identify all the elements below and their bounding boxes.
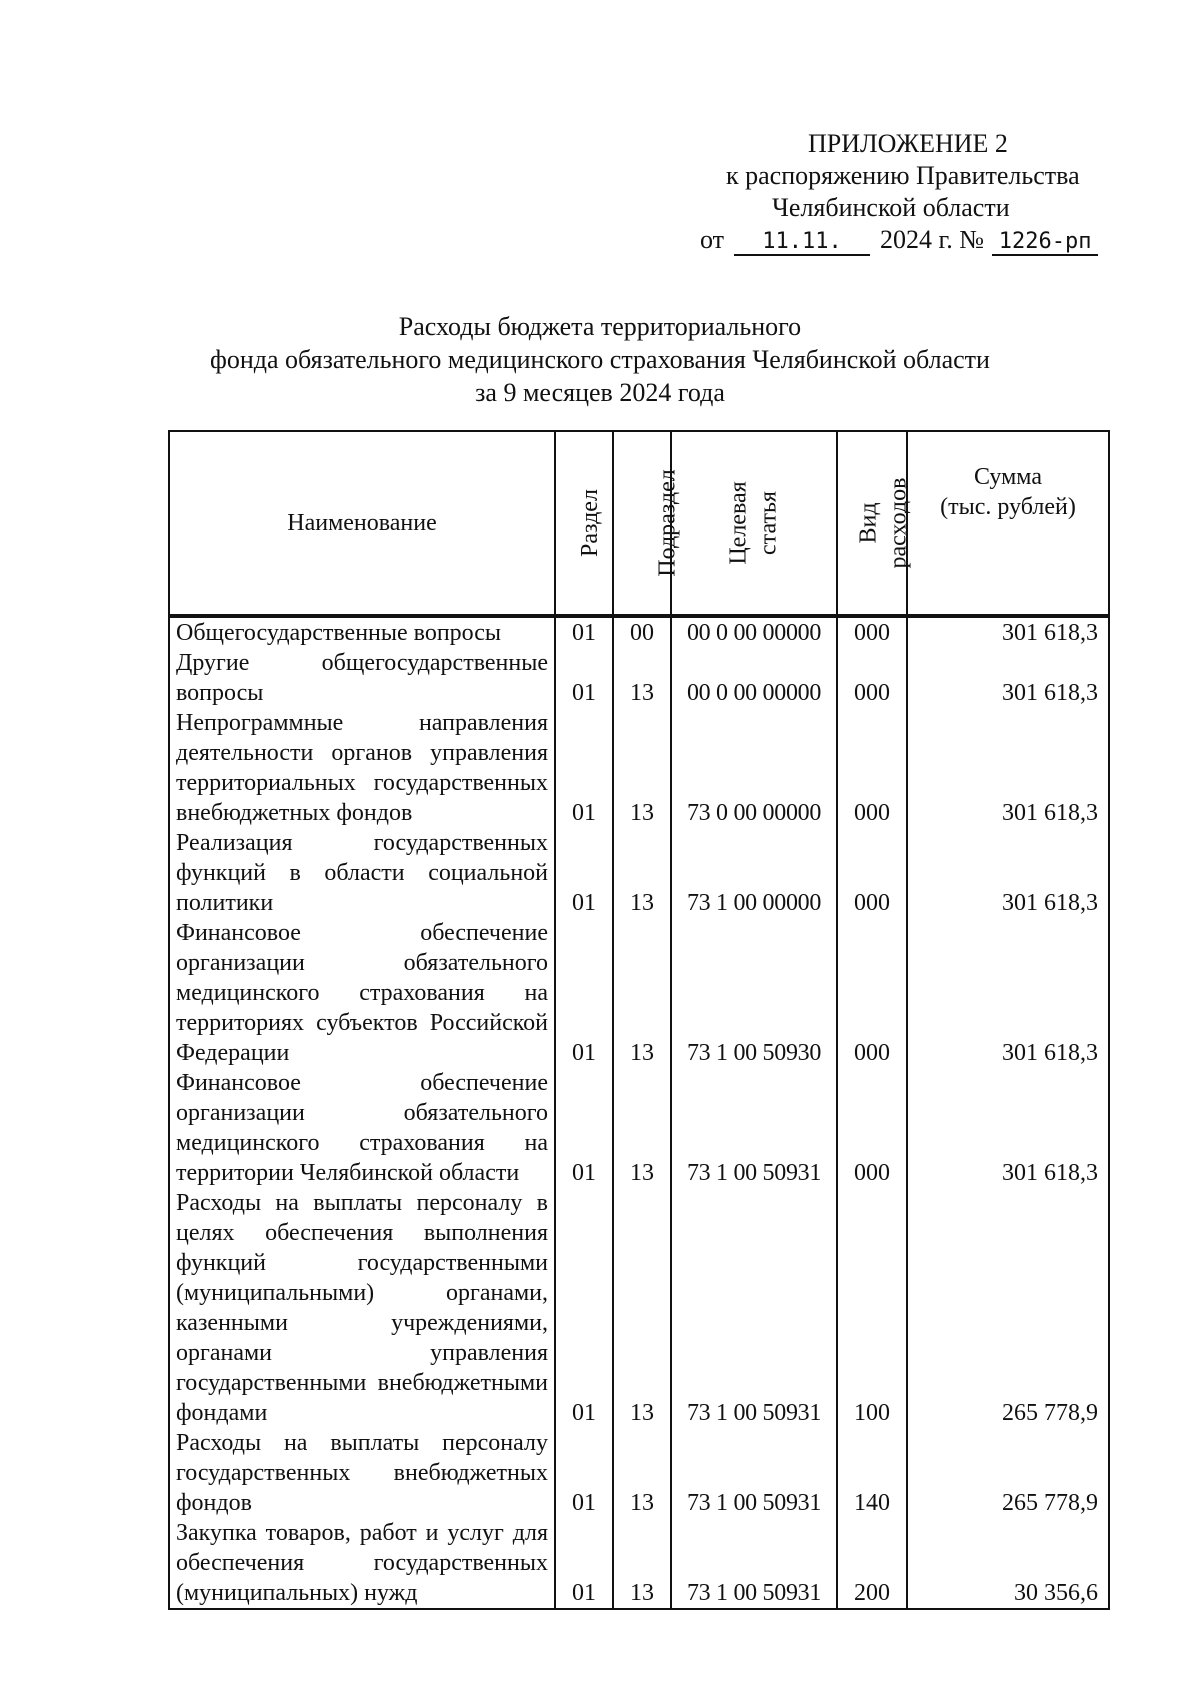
cell-podrazdel: 13 [613,918,671,1068]
cell-summa: 301 618,3 [907,708,1109,828]
cell-vid: 000 [837,616,907,648]
cell-podrazdel: 13 [613,1068,671,1188]
appendix-header [700,128,1120,256]
table-row [169,1068,1109,1188]
cell-name: Финансовое обеспечение организации обязательного медицинского страхования на территориях субъектов Российской Федерации [169,918,555,1068]
decree-year: 2024 г. № [880,225,985,254]
cell-name: Непрограммные направления деятельности органов управления территориальных государственных внебюджетных фондов [169,708,555,828]
cell-summa: 301 618,3 [907,648,1109,708]
from-label: от [700,225,725,254]
cell-vid: 000 [837,648,907,708]
cell-razdel: 01 [555,1518,613,1609]
cell-celevaya: 73 1 00 50931 [671,1518,837,1609]
cell-celevaya: 73 1 00 50931 [671,1188,837,1428]
document-title [0,310,1200,409]
header-celevaya: Целевая статья [671,431,837,616]
table-row [169,708,1109,828]
cell-vid: 140 [837,1428,907,1518]
cell-podrazdel: 13 [613,1428,671,1518]
cell-razdel: 01 [555,708,613,828]
cell-vid: 100 [837,1188,907,1428]
cell-razdel: 01 [555,1428,613,1518]
cell-razdel: 01 [555,648,613,708]
table-row [169,828,1109,918]
decree-date: 11.11. [734,230,870,256]
table-row [169,1428,1109,1518]
header-podrazdel: Подраздел [613,431,671,616]
table-row [169,1188,1109,1428]
header-razdel: Раздел [555,431,613,616]
cell-podrazdel: 13 [613,1518,671,1609]
cell-podrazdel: 13 [613,708,671,828]
cell-vid: 000 [837,918,907,1068]
table-row [169,616,1109,648]
cell-vid: 000 [837,1068,907,1188]
cell-podrazdel: 13 [613,648,671,708]
cell-summa: 30 356,6 [907,1518,1109,1609]
title-line-2: фонда обязательного медицинского страхования Челябинской области [210,345,990,374]
table-row [169,1518,1109,1609]
cell-summa: 301 618,3 [907,918,1109,1068]
cell-celevaya: 00 0 00 00000 [671,648,837,708]
table-row [169,648,1109,708]
budget-table [168,430,1110,1610]
cell-summa: 301 618,3 [907,1068,1109,1188]
cell-celevaya: 73 1 00 50931 [671,1428,837,1518]
appendix-region-line: Челябинской области [772,193,1010,222]
cell-vid: 000 [837,828,907,918]
cell-summa: 301 618,3 [907,616,1109,648]
title-line-3: за 9 месяцев 2024 года [475,378,725,407]
cell-celevaya: 73 0 00 00000 [671,708,837,828]
cell-razdel: 01 [555,1068,613,1188]
cell-name: Другие общегосударственные вопросы [169,648,555,708]
decree-number: 1226-рп [992,230,1098,256]
cell-name: Расходы на выплаты персоналу в целях обеспечения выполнения функций государственными (муниципальными) органами, казенными учреждениями, органами управления государственными внебюджетными фондами [169,1188,555,1428]
cell-summa: 265 778,9 [907,1188,1109,1428]
cell-summa: 265 778,9 [907,1428,1109,1518]
cell-celevaya: 73 1 00 50930 [671,918,837,1068]
header-vid: Вид расходов [837,431,907,616]
cell-name: Закупка товаров, работ и услуг для обеспечения государственных (муниципальных) нужд [169,1518,555,1609]
cell-celevaya: 73 1 00 50931 [671,1068,837,1188]
cell-name: Финансовое обеспечение организации обязательного медицинского страхования на территории Челябинской области [169,1068,555,1188]
appendix-date-line [700,224,1120,256]
cell-celevaya: 00 0 00 00000 [671,616,837,648]
title-line-1: Расходы бюджета территориального [398,312,802,341]
cell-name: Общегосударственные вопросы [169,616,555,648]
cell-summa: 301 618,3 [907,828,1109,918]
cell-razdel: 01 [555,828,613,918]
cell-name: Расходы на выплаты персоналу государственных внебюджетных фондов [169,1428,555,1518]
header-name: Наименование [169,431,555,616]
cell-vid: 000 [837,708,907,828]
cell-podrazdel: 13 [613,828,671,918]
cell-razdel: 01 [555,918,613,1068]
cell-name: Реализация государственных функций в области социальной политики [169,828,555,918]
cell-razdel: 01 [555,616,613,648]
table-row [169,918,1109,1068]
cell-razdel: 01 [555,1188,613,1428]
appendix-title: ПРИЛОЖЕНИЕ 2 [808,129,1008,158]
appendix-decree-line: к распоряжению Правительства [726,161,1080,190]
header-summa: Сумма (тыс. рублей) [907,431,1109,616]
table-header-row [169,431,1109,616]
cell-podrazdel: 13 [613,1188,671,1428]
cell-podrazdel: 00 [613,616,671,648]
cell-vid: 200 [837,1518,907,1609]
cell-celevaya: 73 1 00 00000 [671,828,837,918]
